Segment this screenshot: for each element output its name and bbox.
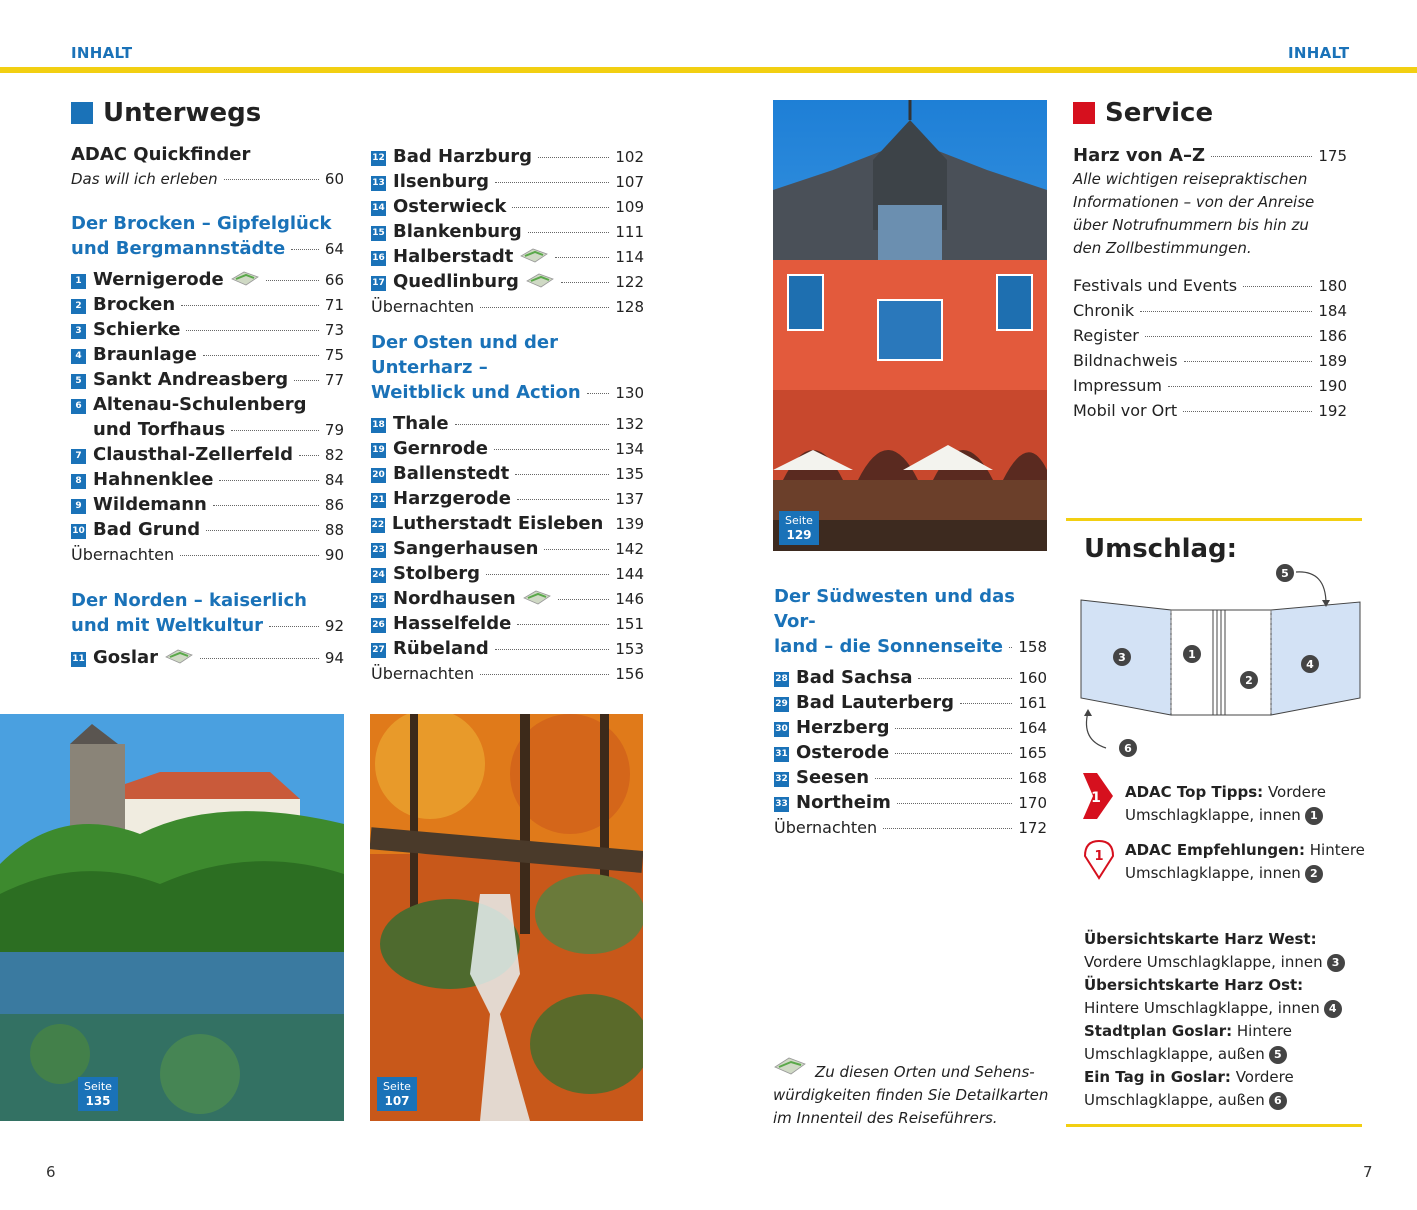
photo-page-badge: Seite 107: [377, 1077, 417, 1111]
toc-item[interactable]: 32 Seesen 168: [775, 767, 1047, 788]
map-icon: [230, 269, 260, 287]
toc-quickfinder[interactable]: ADAC Quickfinder: [71, 144, 251, 165]
toc-item[interactable]: 2 Brocken 71: [71, 292, 344, 317]
fold-label-3: 3: [1118, 651, 1126, 664]
toc-item[interactable]: Impressum 190: [1073, 376, 1347, 395]
page-number-left: 6: [46, 1163, 56, 1181]
toc-uebernachten[interactable]: Übernachten 172: [774, 818, 1047, 837]
toc-region-brocken[interactable]: Der Brocken – Gipfelglück und Bergmannstädte 64: [71, 213, 344, 259]
toc-column-4: [1073, 143, 1347, 423]
toc-item[interactable]: 31 Osterode 165: [775, 742, 1047, 763]
toc-item[interactable]: Festivals und Events 180: [1073, 276, 1347, 295]
umschlag-title: Umschlag:: [1084, 534, 1238, 564]
header-rule: [0, 67, 1417, 73]
fold-label-2: 2: [1245, 674, 1253, 687]
toc-item[interactable]: 21 Harzgerode 137: [372, 488, 644, 509]
toc-item[interactable]: 12 Bad Harzburg 102: [372, 146, 644, 167]
photo-page-badge: Seite 129: [779, 511, 819, 545]
map-icon: [164, 647, 194, 665]
landscape-illustration: [0, 714, 344, 1121]
toc-region-norden[interactable]: Der Norden – kaiserlich und mit Weltkultur 92: [71, 590, 344, 636]
harz-description: Alle wichtigen reisepraktischen Informationen – von der Anreise über Notrufnummern bis hin zu den Zollbestimmungen.: [1073, 170, 1315, 257]
map-icon: [525, 271, 555, 289]
umschlag-bottom-rule: [1066, 1124, 1362, 1127]
page-number-right: 7: [1363, 1163, 1373, 1181]
map-entry: Übersichtskarte Harz West:: [1084, 930, 1317, 948]
blue-square-icon: [71, 102, 93, 124]
toc-item[interactable]: 10 Bad Grund 88: [72, 519, 344, 540]
toc-item[interactable]: 22 Lutherstadt Eisleben 139: [371, 513, 644, 534]
detail-map-note: Zu diesen Orten und Sehens- würdigkeiten finden Sie Detailkarten im Innenteil des Reiseführers.: [773, 1063, 1049, 1127]
service-list: [1073, 273, 1347, 423]
umschlag-top-rule: [1066, 518, 1362, 521]
toc-list-osten: [371, 411, 644, 686]
toc-column-2: [371, 144, 644, 686]
toc-item[interactable]: 18 Thale 132: [372, 413, 644, 434]
toc-item[interactable]: 14 Osterwieck 109: [372, 196, 644, 217]
toc-item[interactable]: 27 Rübeland 153: [372, 638, 644, 659]
toc-item[interactable]: 4 Braunlage 75: [71, 342, 344, 367]
toc-region-suedwesten[interactable]: Der Südwesten und das Vor- land – die Sonnenseite 158: [774, 586, 1047, 657]
toc-item[interactable]: 8 Hahnenklee 84: [71, 467, 344, 492]
toc-item[interactable]: 29 Bad Lauterberg 161: [775, 692, 1047, 713]
toc-item[interactable]: 20 Ballenstedt 135: [372, 463, 644, 484]
toc-item[interactable]: 26 Hasselfelde 151: [372, 613, 644, 634]
fold-label-5: 5: [1281, 567, 1289, 580]
section-title-service: Service: [1073, 98, 1213, 128]
forest-illustration: [370, 714, 643, 1121]
toc-item[interactable]: 5 Sankt Andreasberg 77: [71, 367, 344, 392]
toc-item[interactable]: 15 Blankenburg 111: [372, 221, 644, 242]
map-entry: Stadtplan Goslar: Hintere: [1084, 1022, 1293, 1040]
toc-region-osten[interactable]: Der Osten und der Unterharz – Weitblick und Action 130: [371, 332, 644, 403]
toc-item[interactable]: 24 Stolberg 144: [372, 563, 644, 584]
photo-goslar-kaiserworth: [773, 100, 1047, 551]
toc-item-cont[interactable]: und Torfhaus 79: [93, 419, 344, 440]
toc-uebernachten[interactable]: Übernachten 156: [371, 664, 644, 683]
toc-item[interactable]: Chronik 184: [1073, 301, 1347, 320]
map-icon: [522, 588, 552, 606]
toc-item[interactable]: 25 Nordhausen 146: [372, 588, 644, 609]
header-right: INHALT: [1288, 44, 1350, 62]
toc-item[interactable]: 7 Clausthal-Zellerfeld 82: [71, 442, 344, 467]
toc-column-3: [774, 584, 1047, 840]
top-tipp-arrow-icon: [1083, 773, 1115, 819]
fold-label-6: 6: [1124, 742, 1132, 755]
section-title-unterwegs: Unterwegs: [71, 98, 261, 128]
toc-item[interactable]: 16 Halberstadt 114: [372, 246, 644, 267]
svg-text:1: 1: [1094, 849, 1104, 864]
toc-item[interactable]: Bildnachweis 189: [1073, 351, 1347, 370]
toc-item[interactable]: 33 Northeim 170: [775, 792, 1047, 813]
photo-page-badge: Seite 135: [78, 1077, 118, 1111]
top-tipps-note: ADAC Top Tipps: Vordere Umschlagklappe, innen 1: [1125, 783, 1326, 824]
toc-item[interactable]: 30 Herzberg 164: [775, 717, 1047, 738]
toc-item[interactable]: 23 Sangerhausen 142: [372, 538, 644, 559]
toc-quickfinder-sub[interactable]: Das will ich erleben 60: [71, 170, 344, 188]
building-illustration: [773, 100, 1047, 551]
toc-item[interactable]: Register 186: [1073, 326, 1347, 345]
recommendation-pin-icon: [1083, 838, 1115, 880]
toc-item[interactable]: 9 Wildemann 86: [71, 492, 344, 517]
toc-item[interactable]: 13 Ilsenburg 107: [372, 171, 644, 192]
cover-fold-diagram: [1076, 560, 1366, 760]
red-square-icon: [1073, 102, 1095, 124]
toc-item[interactable]: 19 Gernrode 134: [372, 438, 644, 459]
toc-item[interactable]: 1 Wernigerode 66: [71, 267, 344, 292]
svg-text:1: 1: [1091, 790, 1101, 806]
toc-list-brocken: [71, 267, 344, 567]
toc-item[interactable]: Mobil vor Ort 192: [1073, 401, 1347, 420]
map-entry: Ein Tag in Goslar: Vordere: [1084, 1068, 1294, 1086]
toc-column-1: [71, 142, 344, 670]
toc-item[interactable]: 3 Schierke 73: [71, 317, 344, 342]
toc-item[interactable]: 17 Quedlinburg 122: [372, 271, 644, 292]
cover-maps-list: Übersichtskarte Harz West: Vordere Umschlagklappe, innen 3 Übersichtskarte Harz Ost: Hintere Umschlagklappe, innen 4 Stadtplan Goslar: Hintere Umschlagklappe, außen 5 Ein Tag in Goslar: Vordere Umschlagklappe, außen 6: [1084, 928, 1354, 1112]
toc-item[interactable]: 28 Bad Sachsa 160: [775, 667, 1047, 688]
map-entry: Übersichtskarte Harz Ost:: [1084, 976, 1304, 994]
header-left: INHALT: [71, 44, 133, 62]
fold-label-4: 4: [1306, 658, 1314, 671]
empfehlungen-note: ADAC Empfehlungen: Hintere Umschlagklappe, innen 2: [1125, 841, 1365, 882]
toc-item[interactable]: 6 Altenau-Schulenberg: [71, 392, 344, 417]
photo-ilsenburg-waterfall: [370, 714, 643, 1121]
map-icon: [519, 246, 549, 264]
toc-uebernachten[interactable]: Übernachten 128: [371, 297, 644, 316]
toc-harz-a-z[interactable]: Harz von A–Z 175: [1073, 145, 1347, 166]
photo-ballenstedt-castle: [0, 714, 344, 1121]
toc-item[interactable]: 11 Goslar 94: [72, 647, 344, 668]
toc-uebernachten[interactable]: Übernachten 90: [71, 545, 344, 564]
fold-label-1: 1: [1188, 648, 1196, 661]
toc-list-suedwesten: [774, 665, 1047, 840]
